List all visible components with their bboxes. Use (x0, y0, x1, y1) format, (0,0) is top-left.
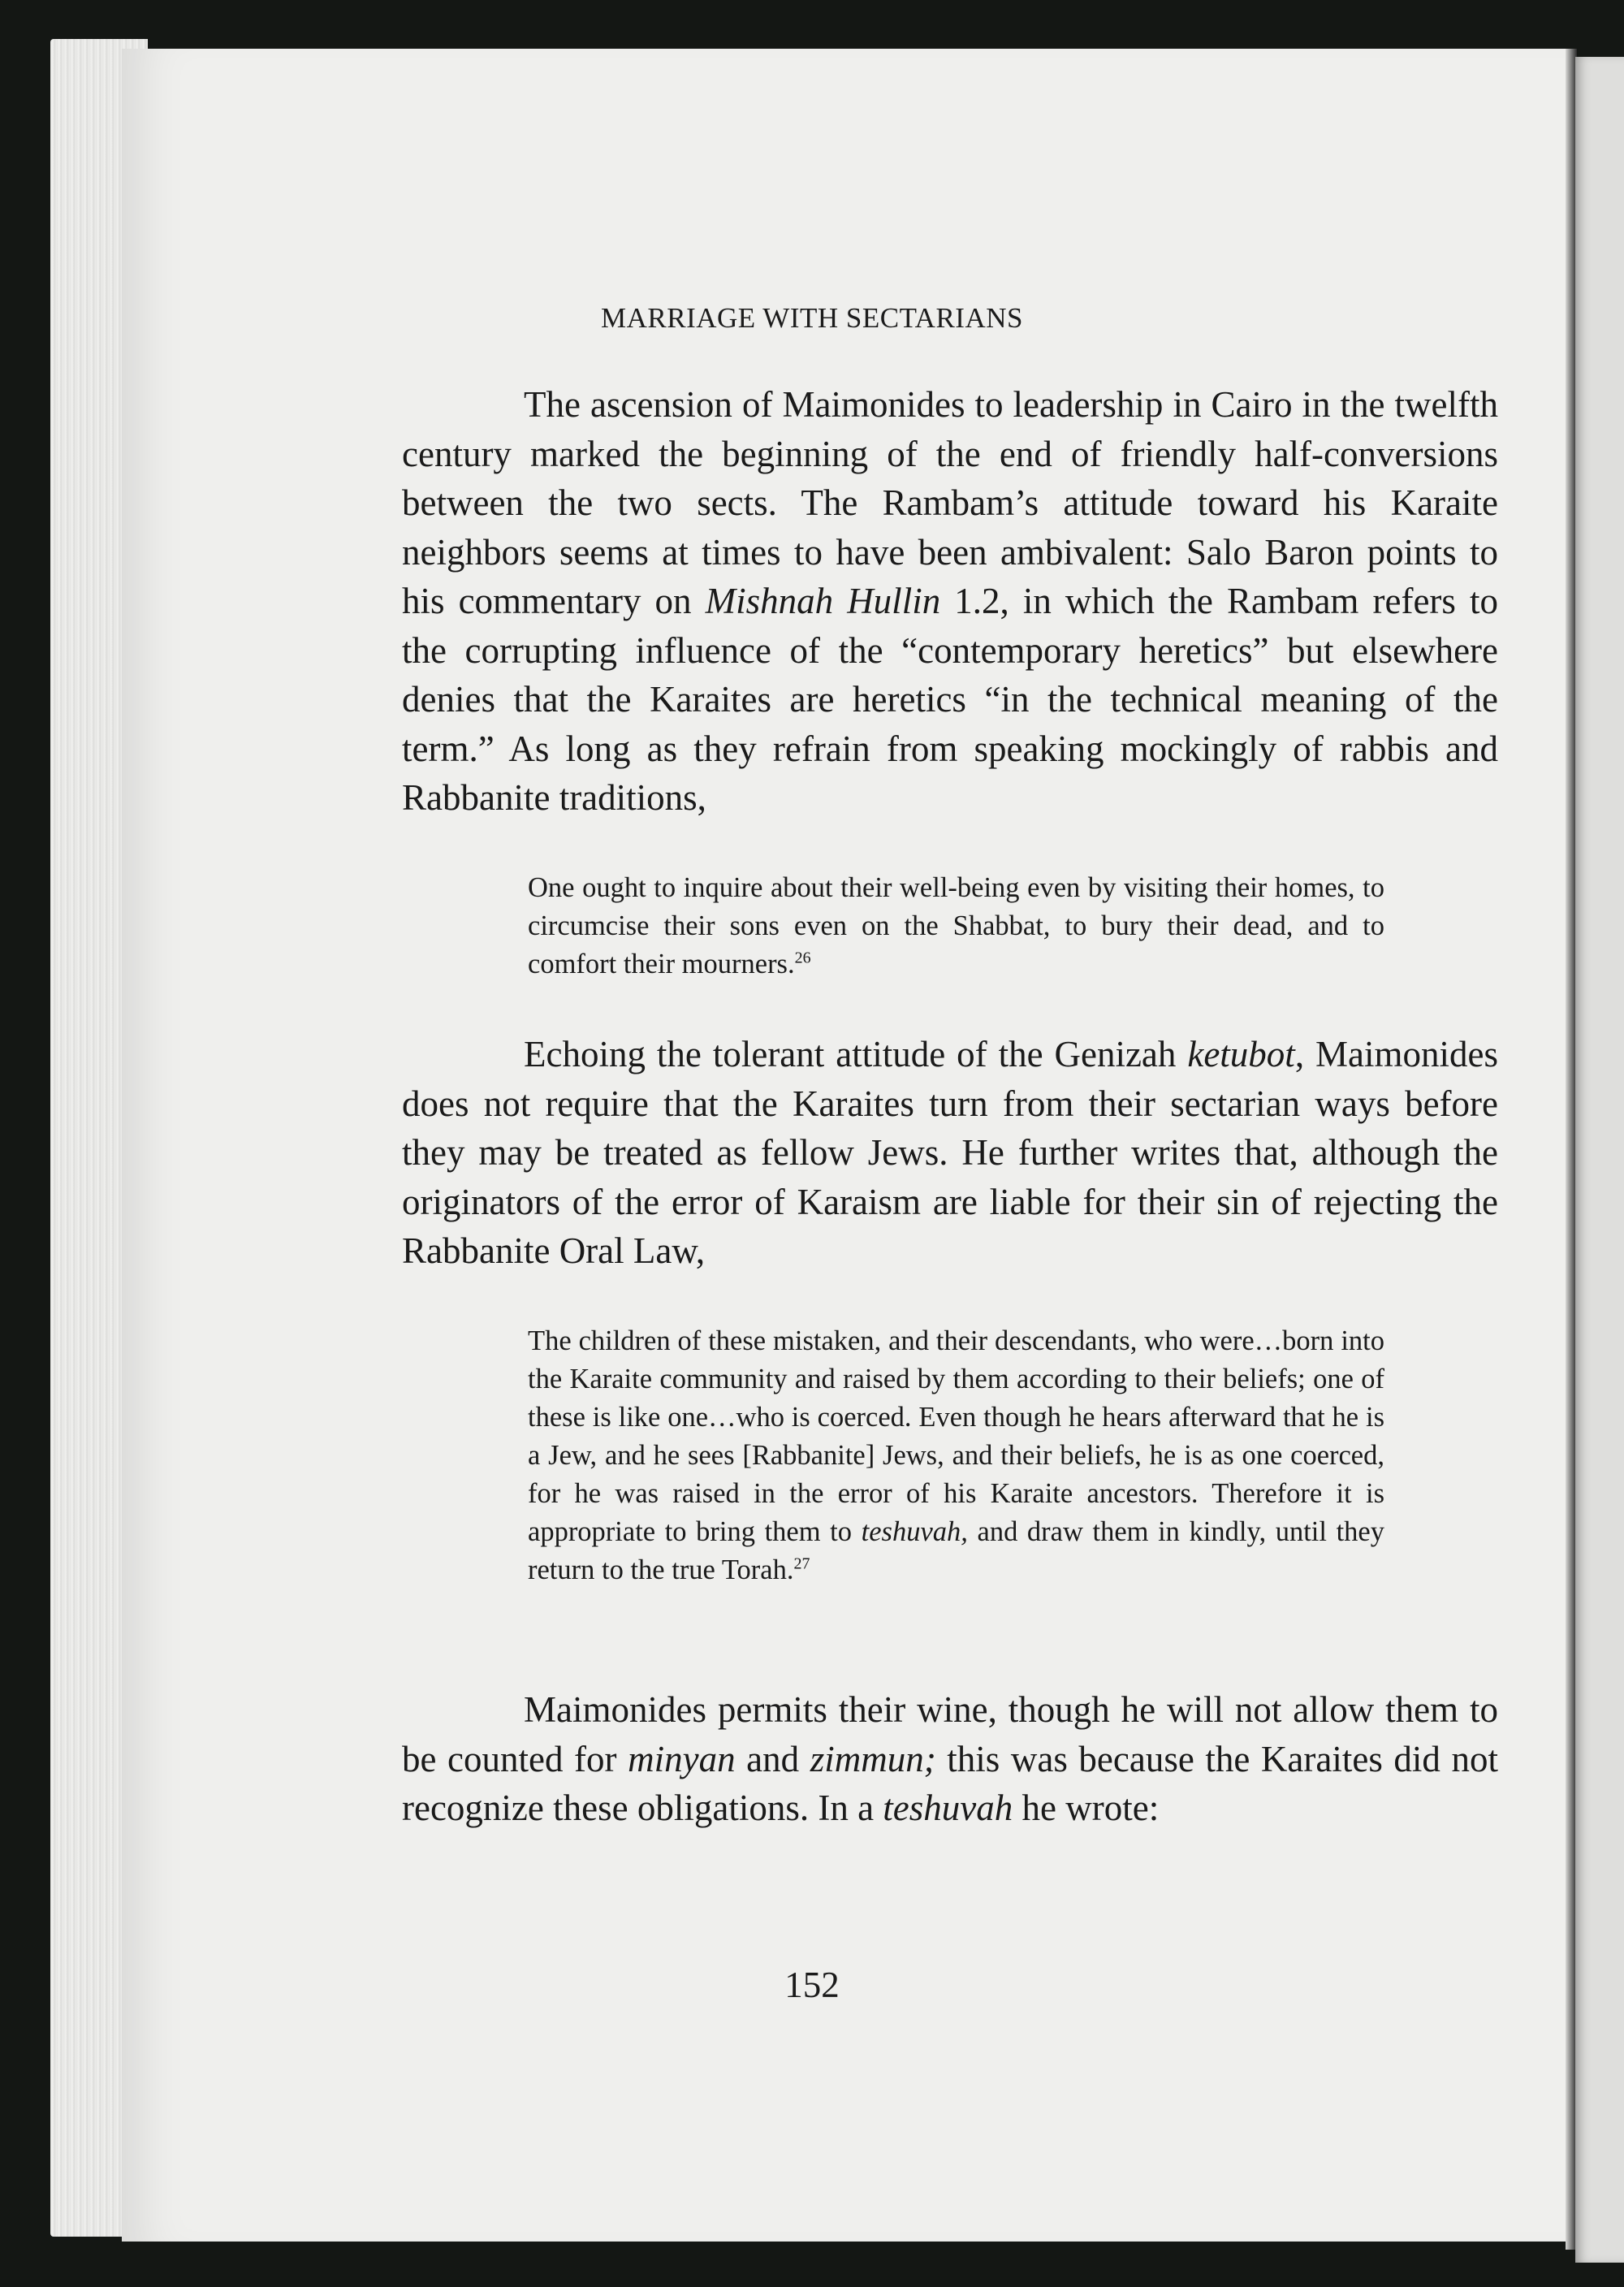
block-quote-2 (528, 1322, 1384, 1589)
paragraph-3 (402, 1685, 1498, 1833)
block-quote-1 (528, 869, 1384, 984)
block-quote-2-text: The children of these mistaken, and their descendants, who were…born into the Karaite community and raised by them according to their beliefs; one of these is like one…who is coerced. Even though he hears afterward that he is a Jew, and he sees [Rabbanite] Jews, and their beliefs, he is as one coerced, for he was raised in the error of his Karaite ancestors. Therefore it is appropriate to bring them to (528, 1325, 1384, 1547)
paragraph-3-text-2: and (735, 1738, 810, 1779)
paragraph-3-text: Maimonides permits their wine, though he will not allow them to be counted for (402, 1689, 1498, 1779)
paragraph-2-text-2: , Maimonides does not require that the Karaites turn from their sectarian ways before they may be treated as fellow Jews. He further writes that, although the originators of the error of Karaism are liable for their sin of rejecting the Rabbanite Oral Law, (402, 1034, 1498, 1271)
paragraph-3-italic-2: zimmun; (810, 1738, 936, 1779)
paragraph-1 (402, 380, 1498, 823)
footnote-marker-27: 27 (793, 1554, 810, 1573)
paragraph-3-italic-1: minyan (628, 1738, 736, 1779)
paragraph-1-text: The ascension of Maimonides to leadership in Cairo in the twelfth century marked the beginning of the end of friendly half-conversions between the two sects. The Rambam’s attitude toward his Karaite neighbors seems at times to have been ambivalent: Salo Baron points to his commentary on (402, 384, 1498, 621)
paragraph-1-text-2: 1.2, in which the Rambam refers to the corrupting influence of the “contemporary heretics” but elsewhere denies that the Karaites are heretics “in the technical meaning of the term.” As long as they refrain from speaking mockingly of rabbis and Rabbanite traditions, (402, 581, 1498, 818)
paragraph-2 (402, 1030, 1498, 1276)
paragraph-3-italic-3: teshuvah (883, 1788, 1013, 1828)
paragraph-1-italic: Mishnah Hullin (705, 581, 941, 621)
block-quote-2-text-2: and draw them in kindly, until they return to the true Torah. (528, 1516, 1384, 1585)
paragraph-3-text-3: this was because the Karaites did not recognize these obligations. In a (402, 1738, 1498, 1828)
block-quote-1-text: One ought to inquire about their well-being even by visiting their homes, to circumcise their sons even on the Shabbat, to bury their dead, and to comfort their mourners. (528, 872, 1384, 979)
paragraph-3-text-4: he wrote: (1013, 1788, 1160, 1828)
running-head: MARRIAGE WITH SECTARIANS (601, 302, 1023, 334)
paragraph-2-text: Echoing the tolerant attitude of the Genizah (524, 1034, 1188, 1074)
footnote-marker-26: 26 (794, 949, 811, 967)
next-page-edge (1575, 57, 1624, 2263)
page-number: 152 (784, 1965, 840, 2005)
block-quote-2-italic: teshuvah, (861, 1516, 968, 1547)
paragraph-2-italic: ketubot (1187, 1034, 1295, 1074)
